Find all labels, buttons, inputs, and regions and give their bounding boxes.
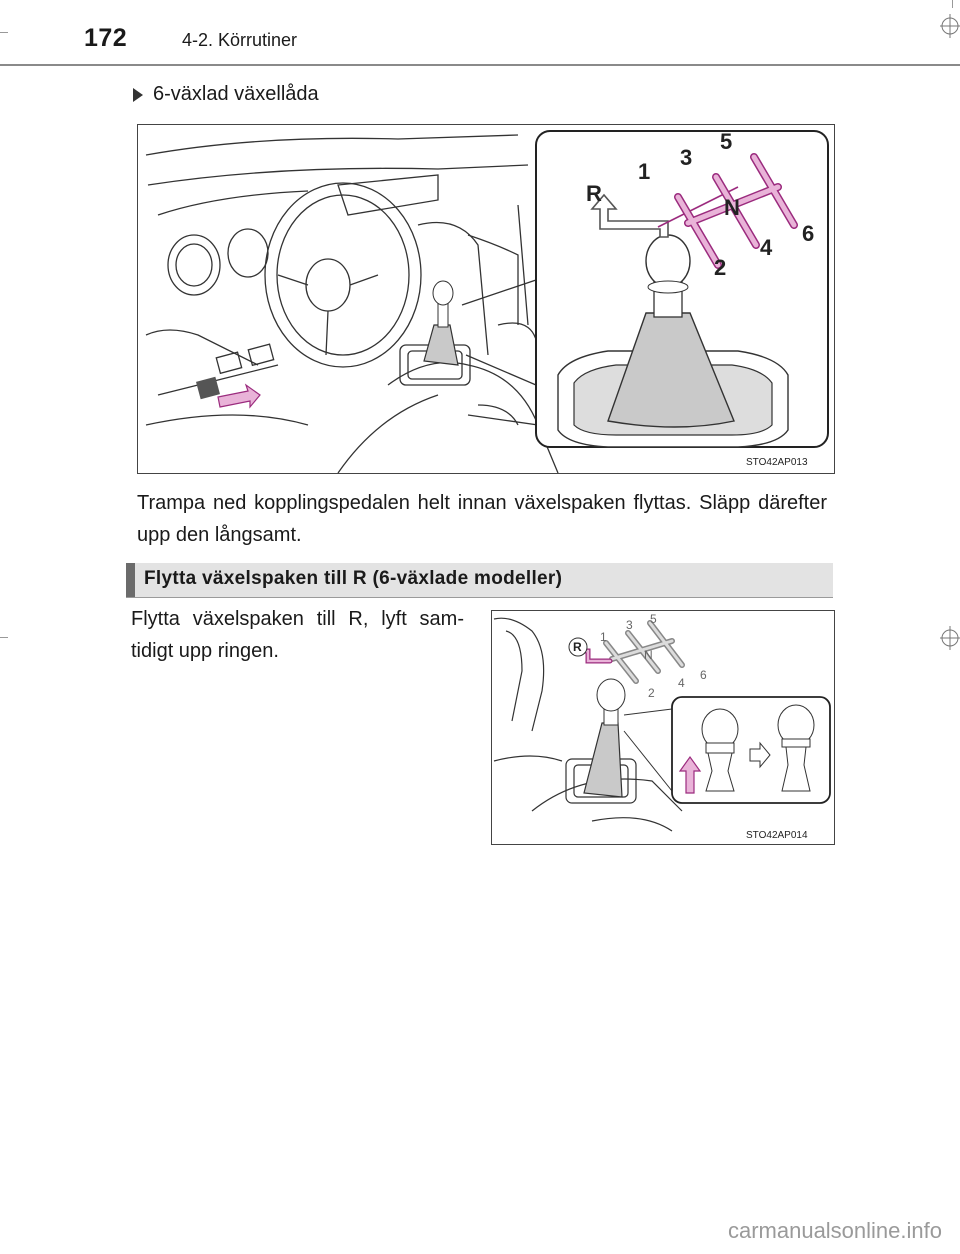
gear-label-n: N bbox=[724, 195, 740, 220]
header-divider bbox=[0, 64, 960, 66]
gear-label-n-small: N bbox=[644, 648, 653, 662]
page-number: 172 bbox=[84, 24, 128, 52]
figure-caption: STO42AP014 bbox=[746, 830, 808, 841]
section-heading: Flytta växelspaken till R (6-växlade modeller) bbox=[144, 568, 563, 589]
gear-label-4-small: 4 bbox=[678, 676, 685, 690]
heading-accent bbox=[126, 563, 135, 597]
reverse-illustration bbox=[492, 611, 834, 844]
figure-reverse-ring bbox=[491, 610, 835, 845]
gear-label-3: 3 bbox=[680, 145, 693, 170]
bullet-arrow-icon bbox=[133, 88, 143, 102]
gear-label-1-small: 1 bbox=[600, 630, 607, 644]
crop-mark bbox=[0, 32, 8, 33]
figure-dashboard-shifter bbox=[137, 124, 835, 474]
gear-label-4: 4 bbox=[760, 235, 773, 260]
watermark: carmanualsonline.info bbox=[727, 1218, 942, 1243]
crop-mark bbox=[952, 0, 953, 8]
reverse-instruction-paragraph: Flytta växelspaken till R, lyft sam-tidigt upp ringen. bbox=[131, 608, 464, 662]
gear-label-r-small: R bbox=[573, 640, 582, 654]
gear-label-1: 1 bbox=[638, 159, 651, 184]
section-label: 4-2. Körrutiner bbox=[182, 30, 298, 50]
figure-caption: STO42AP013 bbox=[746, 457, 808, 468]
bullet-text: 6-växlad växellåda bbox=[153, 83, 319, 105]
instruction-paragraph: Trampa ned kopplingspedalen helt innan växelspaken flyttas. Släpp därefter upp den långsamt. bbox=[137, 492, 827, 546]
registration-mark-middle bbox=[940, 626, 960, 650]
gear-label-r: R bbox=[586, 181, 602, 206]
gear-label-2: 2 bbox=[714, 255, 727, 280]
gear-label-6-small: 6 bbox=[700, 668, 707, 682]
bullet-item bbox=[133, 83, 319, 106]
section-heading-bar bbox=[126, 563, 833, 598]
gear-label-5: 5 bbox=[720, 129, 733, 154]
gear-label-6: 6 bbox=[802, 221, 815, 246]
dashboard-illustration bbox=[138, 125, 834, 473]
registration-mark-top bbox=[940, 14, 960, 38]
gear-label-5-small: 5 bbox=[650, 612, 657, 626]
crop-mark bbox=[0, 637, 8, 638]
gear-label-2-small: 2 bbox=[648, 686, 655, 700]
gear-label-3-small: 3 bbox=[626, 618, 633, 632]
